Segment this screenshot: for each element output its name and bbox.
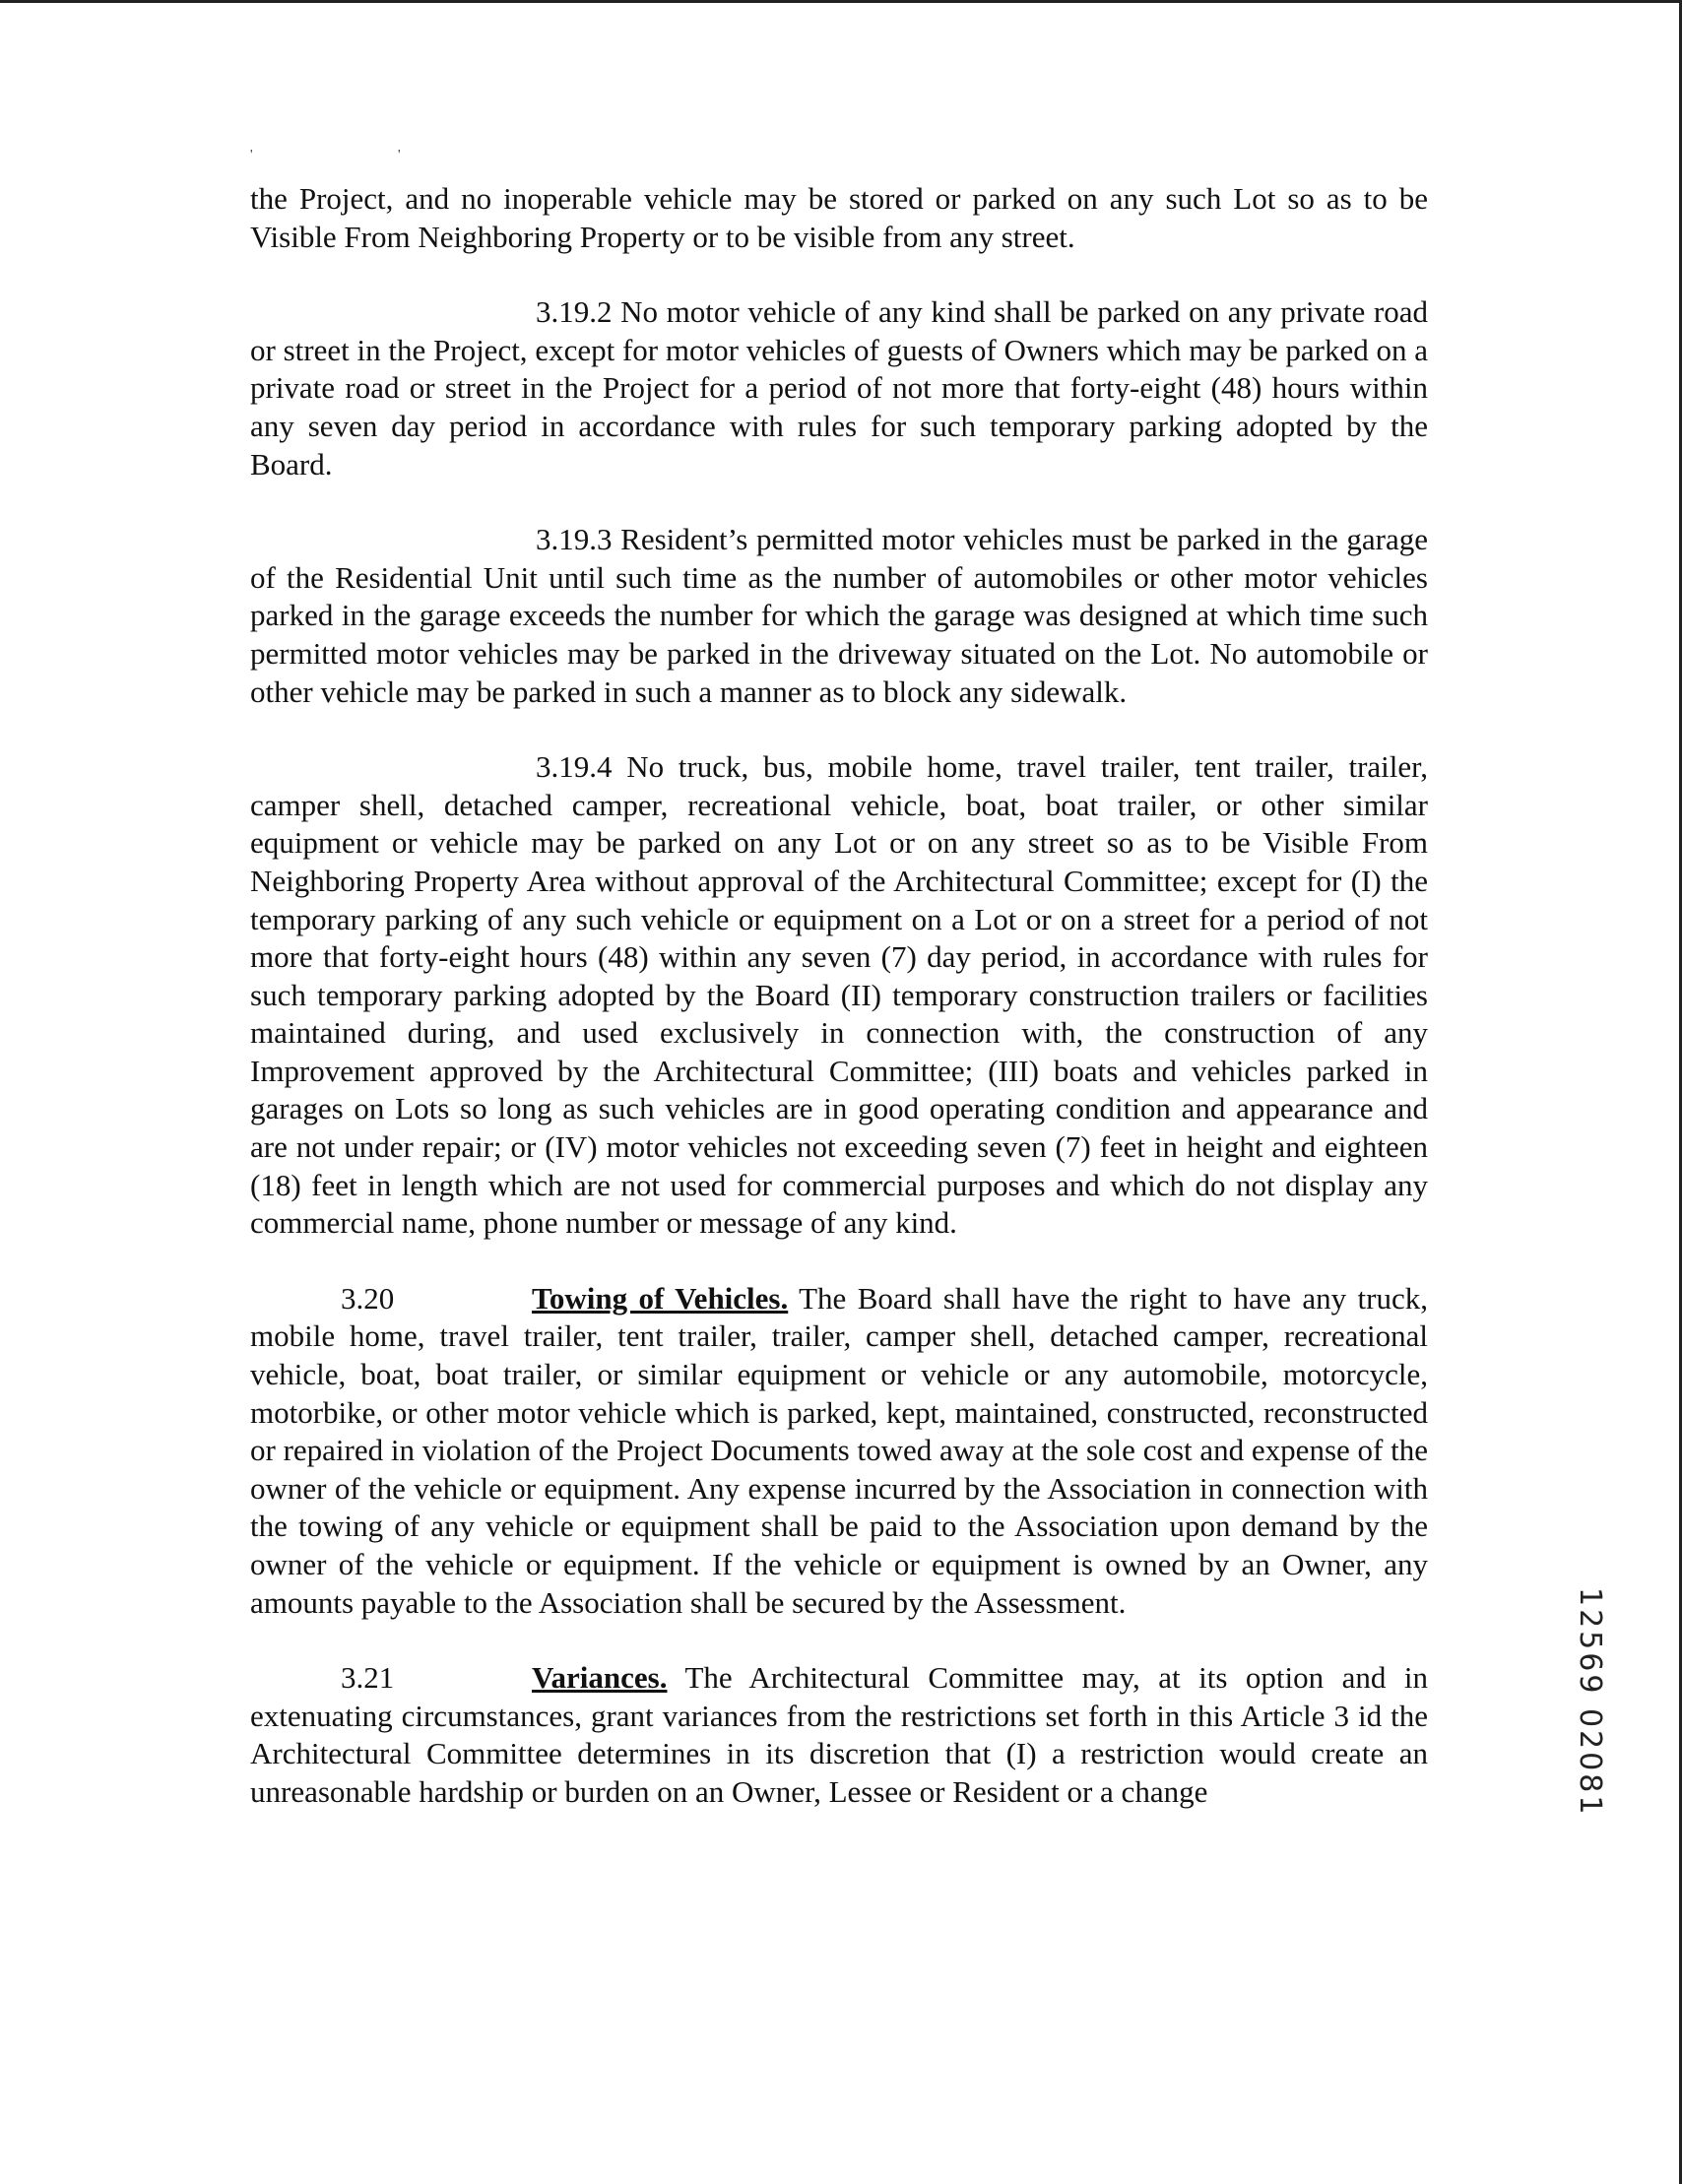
paragraph-text: The Board shall have the right to have any truck, mobile home, travel trailer, tent trailer, trailer, camper shell, detached camper, recreational vehicle, boat, boat trailer, or similar equipment or vehicle or any automobile, motorcycle, motorbike, or other motor vehicle which is parked, kept, maintained, constructed, reconstructed or repaired in violation of the Project Documents towed away at the sole cost and expense of the owner of the vehicle or equipment. Any expense incurred by the Association in connection with the towing of any vehicle or equipment shall be paid to the Association upon demand by the owner of the vehicle or equipment. If the vehicle or equipment is owned by an Owner, any amounts payable to the Association shall be secured by the Assessment. <box>250 1280 1428 1620</box>
section-number: 3.19.2 <box>536 294 613 330</box>
paragraph-3-19-2 <box>250 293 1428 483</box>
paragraph-text: The Architectural Committee may, at its option and in extenuating circumstances, grant variances from the restrictions set forth in this Article 3 id the Architectural Committee determines in its discretion that (I) a restriction would create an unreasonable hardship or burden on an Owner, Lessee or Resident or a change <box>250 1660 1428 1809</box>
paragraph-continuation <box>250 180 1428 256</box>
paragraph-text: the Project, and no inoperable vehicle may be stored or parked on any such Lot so as to be Visible From Neighboring Property or to be visible from any street. <box>250 181 1428 254</box>
section-number: 3.21 <box>341 1660 395 1696</box>
section-3-20-towing <box>250 1280 1428 1622</box>
paragraph-3-19-3 <box>250 521 1428 711</box>
recording-stamp <box>1568 1587 1607 1861</box>
paragraph-3-19-4 <box>250 748 1428 1243</box>
section-number: 3.20 <box>341 1280 395 1316</box>
paragraph-text: Resident’s permitted motor vehicles must be parked in the garage of the Residential Unit until such time as the number of automobiles or other motor vehicles parked in the garage exceeds the number for which the garage was designed at which time such permitted motor vehicles may be parked in the driveway situated on the Lot. No automobile or other vehicle may be parked in such a manner as to block any sidewalk. <box>250 522 1428 709</box>
scan-top-edge <box>0 0 1682 3</box>
section-number: 3.19.3 <box>536 522 613 557</box>
paragraph-text: No truck, bus, mobile home, travel trailer, tent trailer, trailer, camper shell, detached camper, recreational vehicle, boat, boat trailer, or other similar equipment or vehicle may be parked on any Lot or on any street so as to be Visible From Neighboring Property Area without approval of the Architectural Committee; except for (I) the temporary parking of any such vehicle or equipment on a Lot or on a street for a period of not more that forty-eight hours (48) within any seven (7) day period, in accordance with rules for such temporary parking adopted by the Board (II) temporary construction trailers or facilities maintained during, and used exclusively in connection with, the construction of any Improvement approved by the Architectural Committee; (III) boats and vehicles parked in garages on Lots so long as such vehicles are in good operating condition and appearance and are not under repair; or (IV) motor vehicles not exceeding seven (7) feet in height and eighteen (18) feet in length which are not used for commercial purposes and which do not display any commercial name, phone number or message of any kind. <box>250 749 1428 1241</box>
paragraph-text: No motor vehicle of any kind shall be parked on any private road or street in the Project, except for motor vehicles of guests of Owners which may be parked on a private road or street in the Project for a period of not more that forty-eight (48) hours within any seven day period in accordance with rules for such temporary parking adopted by the Board. <box>250 294 1428 482</box>
section-3-21-variances <box>250 1659 1428 1811</box>
section-title: Towing of Vehicles. <box>532 1280 789 1316</box>
recording-stamp-number: 12569 02081 <box>1573 1587 1607 1818</box>
document-body <box>250 180 1428 1849</box>
section-number: 3.19.4 <box>536 749 613 785</box>
section-title: Variances. <box>532 1660 668 1696</box>
scan-specks: ' ' <box>250 148 472 162</box>
